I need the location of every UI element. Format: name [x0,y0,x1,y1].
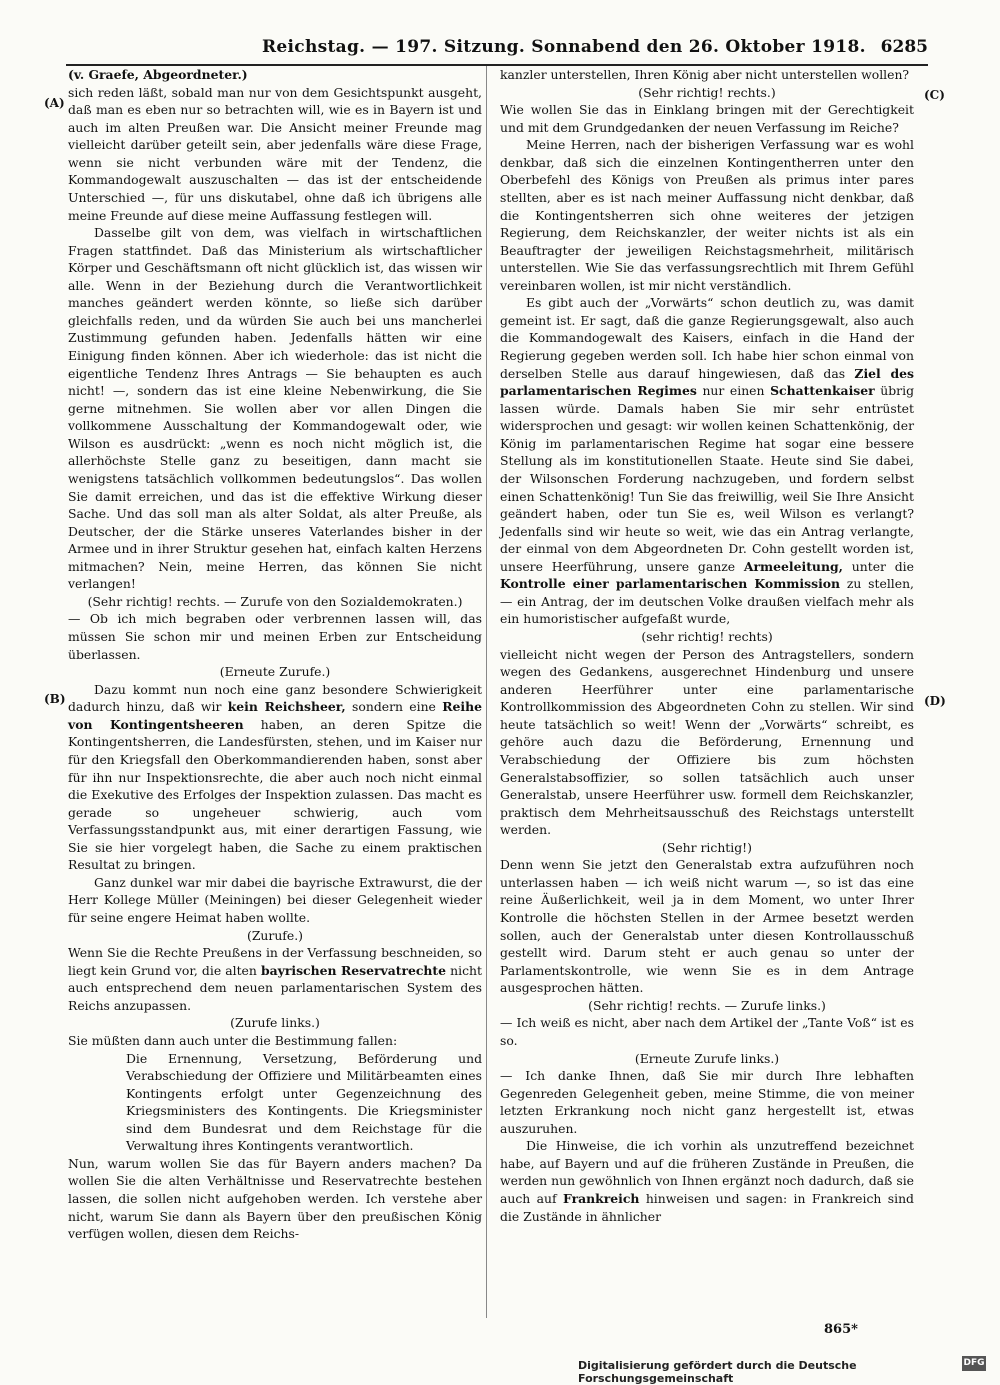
interjection: (sehr richtig! rechts) [641,629,773,644]
running-header [66,34,928,66]
paragraph: Meine Herren, nach der bisherigen Verfassung war es wohl denkbar, daß sich die einzelnen Kontingentherren unter den Oberbefehl des Königs von Preußen als primus inter pares stellten, aber es ist nach meiner Auffassung nicht denkbar, daß die Kontingentsherren sich ohne weiteres der jetzigen Regierung, dem Reichskanzler, der weiter nichts ist als ein Beauftragter der jeweiligen Reichstagsmehrheit, militärisch unterstellen. Wie Sie das verfassungsrechtlich mit Ihrem Gefühl vereinbaren wollen, ist mir nicht verständlich. [500,137,914,293]
speaker-label: (v. Graefe, Abgeordneter.) [68,67,248,82]
paragraph: Ganz dunkel war mir dabei die bayrische Extrawurst, die der Herr Kollege Müller (Meiningen) bei dieser Gelegenheit wieder für seine engere Heimat haben wollte. [68,874,482,925]
dfg-logo: DFG [962,1356,986,1371]
paragraph: — Ob ich mich begraben oder verbrennen lassen will, das müssen Sie schon mir und meinen Erben zur Entscheidung überlassen. [68,611,482,662]
paragraph: Denn wenn Sie jetzt den Generalstab extra aufzuführen noch unterlassen haben — ich weiß nicht warum —, so ist das eine reine Äußerlichkeit, weil ja in dem Moment, wo unter Ihrer Kontrolle die höchsten Stellen in der Armee besetzt werden sollen, auch der Generalstab unter diesen Kontrollausschuß gestellt wird. Darum steht er auch genau so unter der Parlamentskontrolle, wie wenn Sie es in dem Antrage ausgesprochen hätten. [500,857,914,996]
signature-mark: 865* [824,1322,858,1337]
emphasis: bayrischen Reservatrechte [260,962,447,978]
emphasis: Reihe von Kontingentsheeren [68,699,482,732]
interjection: (Erneute Zurufe links.) [634,1050,780,1066]
interjection: (Sehr richtig!) [662,839,752,855]
interjection: (Sehr richtig! rechts. — Zurufe links.) [588,997,826,1013]
emphasis: Schattenkaiser [770,383,875,399]
paragraph: Wie wollen Sie das in Einklang bringen mit der Gerechtigkeit und mit dem Grundgedanken der neuen Verfassung im Reiche? [500,102,914,135]
paragraph: Dasselbe gilt von dem, was vielfach in wirtschaftlichen Fragen stattfindet. Daß das Ministerium als wirtschaftlicher Körper und Geschäftsmann oft nicht glücklich ist, das wissen wir alle. Wenn in der Beziehung durch die Verantwortlichkeit manches geändert werden könnte, so ließe sich darüber gleichfalls reden, und da würden Sie auch bei uns mancherlei Zustimmung gefunden haben. Jedenfalls hätten wir eine Einigung finden können. Aber ich wiederhole: das ist nicht die eigentliche Tendenz Ihres Antrags — Sie behaupten es auch nicht! —, sondern das ist eine kleine Nebenwirkung, die Sie gerne mitnehmen. Sie wollen aber vor allen Dingen die vollkommene Ausschaltung der Kommandogewalt oder, wie Wilson es ausdrückt: „wenn es noch nicht möglich ist, die allerhöchste Stelle ganz zu beseitigen, dann macht sie wenigstens tatsächlich vollkommen bedeutungslos“. Das wollen Sie damit erreichen, und das ist die effektive Wirkung dieser Sache. Und das soll man als alter Soldat, als alter Preuße, als Deutscher, der die Stärke unseres Vaterlandes bisher in der Armee und in ihrer Struktur gesehen hat, einfach kalten Herzens mitmachen? Nein, meine Herren, das können Sie nicht verlangen! [68,225,482,592]
interjection: (Zurufe links.) [230,1015,320,1031]
interjection: (Sehr richtig! rechts.) [638,84,776,100]
footer-credit: Digitalisierung gefördert durch die Deutsche Forschungsgemeinschaft [578,1359,857,1385]
paragraph: Wenn Sie die Rechte Preußens in der Verfassung beschneiden, so liegt kein Grund vor, die alten bayrischen Reservatrechte nicht auch entsprechend dem neuen parlamentarischen System des Reichs anzupassen. [68,945,482,1013]
margin-marker-b: (B) [44,692,66,706]
margin-marker-c: (C) [924,88,945,102]
emphasis: Armeeleitung, [743,558,843,574]
emphasis: Frankreich [563,1191,640,1206]
paragraph: sich reden läßt, sobald man nur von dem Gesichtspunkt ausgeht, daß man es eben nur so betrachten will, wie es in Bayern ist und auch im alten Preußen war. Die Ansicht meiner Freunde mag vielleicht darüber geteilt sein, aber jedenfalls wäre diese Frage, wenn sie nicht verbunden wäre mit der Tendenz, die Kommandogewalt auszuschalten — das ist der entscheidende Unterschied —, für uns diskutabel, ohne daß ich übrigens alle meine Freunde auf diese meine Auffassung festlegen will. [68,84,482,223]
paragraph: — Ich weiß es nicht, aber nach dem Artikel der „Tante Voß“ ist es so. [500,1015,914,1048]
interjection: (Erneute Zurufe.) [219,664,331,680]
paragraph: Sie müßten dann auch unter die Bestimmung fallen: [68,1032,398,1048]
paragraph: Es gibt auch der „Vorwärts“ schon deutlich zu, was damit gemeint ist. Er sagt, daß die ganze Regierungsgewalt, also auch die Kommandogewalt des Kaisers, einfach in die Hand der Regierung gegeben werden soll. Ich habe hier schon einmal von derselben Stelle aus darauf hingewiesen, daß das Ziel des parlamentarischen Regimes nur einen Schattenkaiser übrig lassen würde. Damals haben Sie mir sehr entrüstet widersprochen und gesagt: wir wollen keinen Schattenkönig, der König im parlamentarischen Regime hat sogar eine bessere Stellung als im konstitutionellen Staate. Heute sind Sie dabei, der Wilsonschen Forderung nachzugeben, und fordern selbst einen Schattenkönig! Tun Sie das freiwillig, weil Sie Ihre Ansicht geändert haben, oder tun Sie es, weil Wilson es verlangt? Jedenfalls sind wir heute so weit, wie das ein Antrag verlangte, der einmal von dem Abgeordneten Dr. Cohn gestellt worden ist, unsere Heerführung, unsere ganze Armeeleitung, unter die Kontrolle einer parlamentarischen Kommission zu stellen, — ein Antrag, der im deutschen Volke draußen vielfach mehr als ein humoristischer aufgefaßt wurde, [500,295,914,627]
emphasis: Kontrolle einer parlamentarischen Kommission [500,576,841,592]
paragraph: Dazu kommt nun noch eine ganz besondere Schwierigkeit dadurch hinzu, daß wir kein Reichsheer, sondern eine Reihe von Kontingentsheeren haben, an deren Spitze die Kontingentsherren, die Landesfürsten, stehen, und im Kaiser nur für den Kriegsfall den Oberkommandierenden haben, sonst aber für ihn nur Inspektionsrechte, die aber auch noch nicht einmal die Exekutive des Erfolges der Inspektion zulassen. Das macht es gerade so ungeheuer schwierig, auch vom Verfassungsstandpunkt aus, mit einer derartigen Fassung, wie Sie sie hier vorgelegt haben, die Sache zu einem praktischen Resultat zu bringen. [68,681,482,873]
paragraph: Nun, warum wollen Sie das für Bayern anders machen? Da wollen Sie die alten Verhältnisse und Reservatrechte bestehen lassen, die sollen nicht aufgehoben werden. Ich verstehe aber nicht, warum Sie dann als Bayern über den preußischen König verfügen wollen, diesen dem Reichs- [68,1155,482,1242]
paragraph: Die Hinweise, die ich vorhin als unzutreffend bezeichnet habe, auf Bayern und auf die früheren Zustände in Preußen, die werden nun gewöhnlich von Ihnen ergänzt noch dadurch, daß sie auch auf Frankreich hinweisen und sagen: in Frankreich sind die Zustände in ähnlicher [500,1138,914,1224]
emphasis: Ziel des parlamentarischen Regimes [500,365,914,399]
paragraph: kanzler unterstellen, Ihren König aber nicht unterstellen wollen? [500,67,910,82]
interjection: (Zurufe.) [246,927,304,943]
page-number: 6285 [880,37,928,57]
interjection: (Sehr richtig! rechts. — Zurufe von den Sozialdemokraten.) [87,593,463,609]
margin-marker-d: (D) [924,694,946,708]
running-title: Reichstag. — 197. Sitzung. Sonnabend den 26. Oktober 1918. [262,37,866,57]
block-quote: Die Ernennung, Versetzung, Beförderung und Verabschiedung der Offiziere und Militärbeamten eines Kontingents erfolgt unter Gegenzeichnung des Kriegsministers des Kontingents. Die Kriegsminister sind dem Bundesrat und dem Reichstage für die Verwaltung ihres Kontingents verantwortlich. [126,1050,482,1154]
margin-marker-a: (A) [44,96,65,110]
left-column [68,66,482,1243]
right-column [500,66,914,1225]
paragraph: — Ich danke Ihnen, daß Sie mir durch Ihre lebhaften Gegenreden Gelegenheit geben, meine Stimme, die von meiner letzten Erkrankung noch nicht ganz hergestellt ist, etwas auszuruhen. [500,1068,914,1136]
emphasis: kein Reichsheer, [227,699,346,715]
paragraph: vielleicht nicht wegen der Person des Antragstellers, sondern wegen des Gedankens, ausgerechnet Hindenburg und unsere anderen Heerführer unter eine parlamentarische Kontrollkommission des Abgeordneten Cohn zu stellen. Wir sind heute tatsächlich so weit! Wenn der „Vorwärts“ schreibt, es gehöre auch dazu die Beförderung, Ernennung und Verabschiedung der Offiziere bis zum höchsten Generalstabsoffizier, so sollen tatsächlich auch unser Generalstab, unsere Heerführer usw. formell dem Reichskanzler, praktisch dem Mehrheitsausschuß des Reichstags unterstellt werden. [500,646,914,838]
column-divider [486,66,487,1318]
